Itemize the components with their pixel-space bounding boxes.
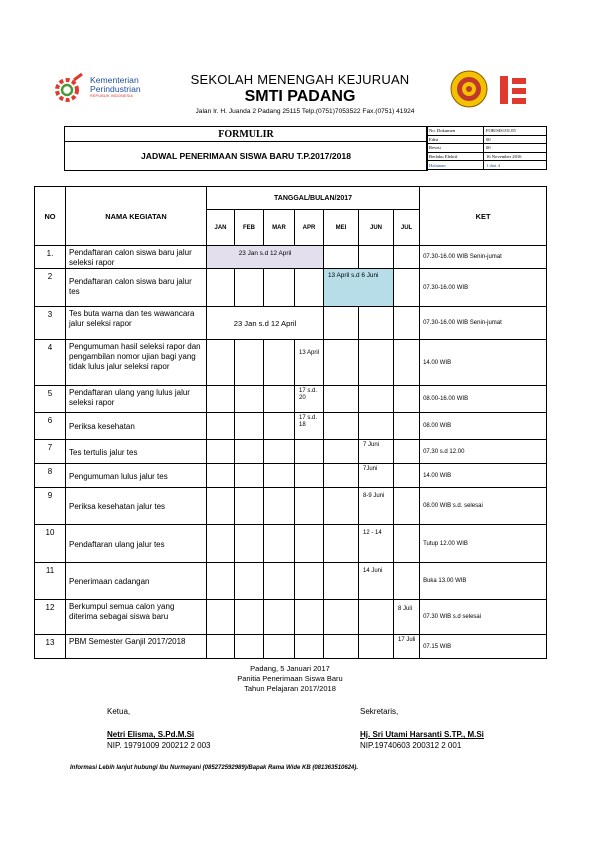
header-no: NO (35, 187, 66, 246)
notes-cell: 14.00 WIB (420, 464, 547, 488)
certification-icon (494, 70, 532, 110)
table-row (35, 307, 547, 340)
notes-cell: 08.00 WIB (420, 413, 547, 440)
notes-cell: 07.15 WIB (420, 635, 547, 659)
row-number: 4 (35, 340, 66, 386)
meta-value: 16 November 2016 (484, 152, 547, 161)
row-number: 1. (35, 246, 66, 269)
month-mei: MEI (324, 210, 359, 246)
seal-icon (450, 70, 488, 108)
meta-value: 00 (484, 135, 547, 144)
academic-year: Tahun Pelajaran 2017/2018 (244, 684, 336, 693)
notes-cell: 07.30-16.00 WIB Senin-jumat (420, 307, 547, 340)
row-number: 7 (35, 440, 66, 464)
notes-cell: Tutup 12.00 WIB (420, 525, 547, 563)
table-row (35, 340, 547, 386)
meta-value: 1 dari 4 (484, 161, 547, 170)
schedule-table (34, 186, 547, 659)
month-mar: MAR (264, 210, 295, 246)
activity-name: Periksa kesehatan jalur tes (66, 488, 207, 525)
activity-name: PBM Semester Ganjil 2017/2018 (66, 635, 207, 659)
activity-name: Penerimaan cadangan (66, 563, 207, 600)
header-date: TANGGAL/BULAN/2017 (207, 187, 420, 210)
table-row (35, 440, 547, 464)
notes-cell: 08.00 WIB s.d. selesai (420, 488, 547, 525)
ministry-name-line3: REPUBLIK INDONESIA (90, 93, 133, 99)
activity-name: Pendaftaran ulang jalur tes (66, 525, 207, 563)
date-cell: 14 Juni (359, 563, 394, 600)
form-title-box (64, 126, 428, 171)
secretary-role: Sekretaris, (360, 707, 399, 716)
activity-name: Berkumpul semua calon yang diterima sebagai siswa baru (66, 600, 207, 635)
school-type: SEKOLAH MENENGAH KEJURUAN (190, 72, 410, 87)
activity-name: Pendaftaran ulang yang lulus jalur seleksi rapor (66, 386, 207, 413)
date-range-cell: 23 Jan s.d 12 April (207, 246, 324, 269)
notes-cell: 07.30-16.00 WIB Senin-jumat (420, 246, 547, 269)
header-notes: KET (420, 187, 547, 246)
activity-name: Pengumuman hasil seleksi rapor dan pengambilan nomor ujian bagi yang tidak lulus jalur seleksi rapor (66, 340, 207, 386)
notes-cell: 08.00-16.00 WIB (420, 386, 547, 413)
month-feb: FEB (235, 210, 264, 246)
table-row (35, 269, 547, 307)
row-number: 12 (35, 600, 66, 635)
table-row (35, 488, 547, 525)
header-activity: NAMA KEGIATAN (66, 187, 207, 246)
meta-key: Revisi (427, 144, 484, 153)
secretary-name: Hj. Sri Utami Harsanti S.TP., M.Si (360, 730, 484, 739)
table-row (35, 563, 547, 600)
form-label: FORMULIR (65, 127, 428, 142)
table-row (35, 635, 547, 659)
row-number: 13 (35, 635, 66, 659)
month-jun: JUN (359, 210, 394, 246)
meta-value: FOR/SIS//01.05 (484, 127, 547, 136)
date-cell: 7Juni (359, 464, 394, 488)
activity-name: Tes buta warna dan tes wawancara jalur seleksi rapor (66, 307, 207, 340)
school-address: Jalan Ir. H. Juanda 2 Padang 25115 Telp.(0751)7053522 Fax.(0751) 41924 (195, 108, 415, 115)
school-seal-logo (450, 70, 488, 108)
date-cell: 8-9 Juni (359, 488, 394, 525)
row-number: 9 (35, 488, 66, 525)
row-number: 11 (35, 563, 66, 600)
notes-cell: 07.30 s.d 12.00 (420, 440, 547, 464)
table-row (35, 464, 547, 488)
secretary-nip: NIP.19740603 200312 2 001 (360, 741, 462, 750)
month-jan: JAN (207, 210, 235, 246)
date-cell: 13 April (295, 340, 324, 386)
table-row (35, 246, 547, 269)
meta-key: Edisi (427, 135, 484, 144)
meta-row (427, 144, 547, 153)
date-cell: 7 Juni (359, 440, 394, 464)
row-number: 8 (35, 464, 66, 488)
chair-name: Netri Elisma, S.Pd.M.Si (107, 730, 195, 739)
table-row (35, 525, 547, 563)
notes-cell: Buka 13.00 WIB (420, 563, 547, 600)
school-name: SMTI PADANG (244, 88, 356, 105)
meta-row (427, 135, 547, 144)
meta-row (427, 127, 547, 136)
month-apr: APR (295, 210, 324, 246)
meta-row (427, 161, 547, 170)
meta-value: 00 (484, 144, 547, 153)
activity-name: Pengumuman lulus jalur tes (66, 464, 207, 488)
gear-logo-icon (52, 70, 92, 110)
date-cell: 17 Juli (394, 635, 420, 659)
notes-cell: 07.30 WIB s.d selesai (420, 600, 547, 635)
activity-name: Pendaftaran calon siswa baru jalur seleksi rapor (66, 246, 207, 269)
row-number: 5 (35, 386, 66, 413)
date-cell: 12 - 14 (359, 525, 394, 563)
meta-key: Berlaku Efektif (427, 152, 484, 161)
table-row (35, 600, 547, 635)
table-row (35, 386, 547, 413)
meta-key: No. Dokumen (427, 127, 484, 136)
chair-nip: NIP. 19791009 200212 2 003 (107, 741, 211, 750)
date-range-cell: 23 Jan s.d 12 April (207, 307, 324, 340)
date-cell: 8 Juli (394, 600, 420, 635)
activity-name: Pendaftaran calon siswa baru jalur tes (66, 269, 207, 307)
meta-row (427, 152, 547, 161)
ministry-name-line2: Perindustrian (90, 83, 141, 94)
contact-note: Informasi Lebih lanjut hubungi Ibu Nurmayani (085272592989)/Bapak Rama Wide KB (081363510624). (70, 765, 359, 771)
iso-certification-logo (494, 70, 532, 110)
row-number: 2 (35, 269, 66, 307)
month-jul: JUL (394, 210, 420, 246)
activity-name: Tes tertulis jalur tes (66, 440, 207, 464)
date-cell: 17 s.d. 18 (295, 413, 324, 440)
form-title: JADWAL PENERIMAAN SISWA BARU T.P.2017/2018 (65, 142, 428, 171)
document-meta-table (426, 126, 547, 170)
date-range-cell: 13 April s.d 6 Juni (324, 269, 394, 307)
row-number: 6 (35, 413, 66, 440)
committee-name: Panitia Penerimaan Siswa Baru (237, 674, 343, 683)
row-number: 3 (35, 307, 66, 340)
notes-cell: 14.00 WIB (420, 340, 547, 386)
table-row (35, 413, 547, 440)
meta-key: Halaman (427, 161, 484, 170)
place-date: Padang, 5 Januari 2017 (250, 664, 330, 673)
row-number: 10 (35, 525, 66, 563)
chair-role: Ketua, (107, 707, 131, 716)
notes-cell: 07.30-16.00 WIB (420, 269, 547, 307)
date-cell: 17 s.d. 20 (295, 386, 324, 413)
activity-name: Periksa kesehatan (66, 413, 207, 440)
ministry-name-line1: Kementerian (90, 75, 139, 85)
ministry-logo (52, 70, 172, 110)
